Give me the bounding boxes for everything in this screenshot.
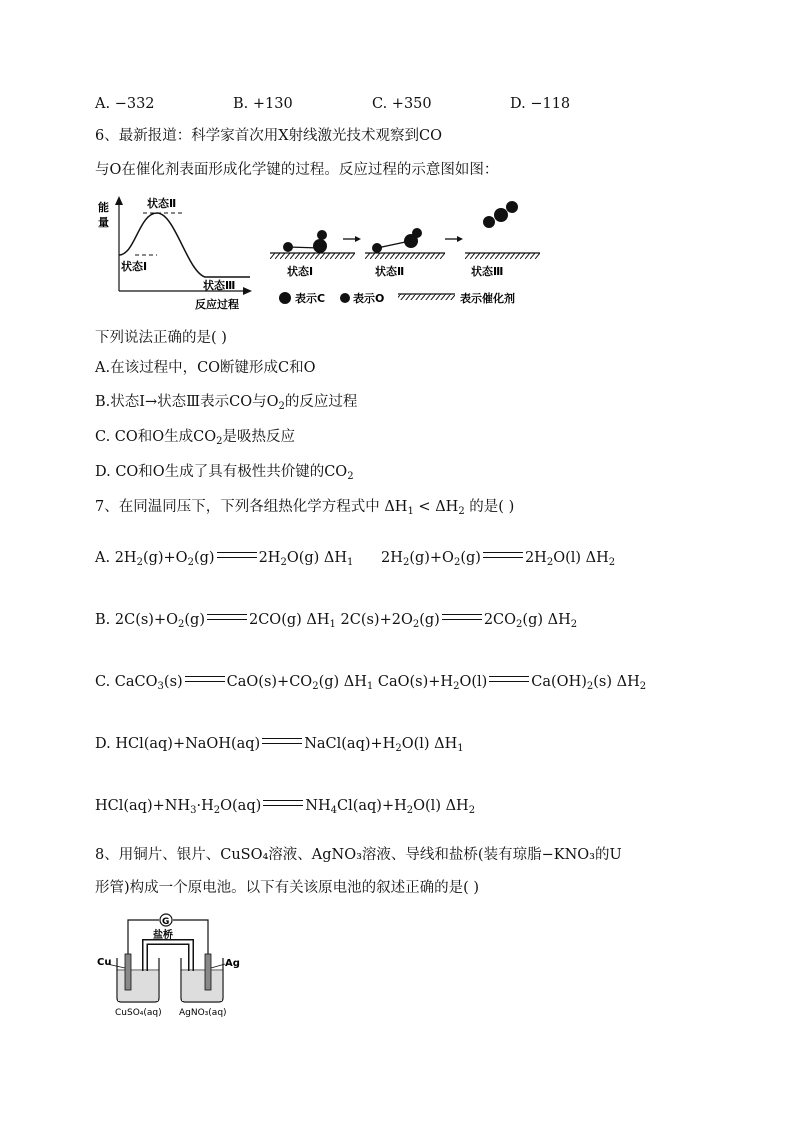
scheme-state1-label: 状态Ⅰ: [287, 265, 314, 278]
oxygen-atom-icon: [317, 230, 327, 240]
scheme-state2-label: 状态Ⅱ: [375, 265, 405, 278]
energy-profile-diagram: [95, 193, 255, 313]
q7-stem: 7、在同温同压下，下列各组热化学方程式中 $\Delta H_1 < \Delta H_2$ 的是( ): [95, 499, 515, 517]
q5-option-a: A. −332: [95, 96, 155, 112]
state1-label: 状态Ⅰ: [121, 260, 148, 273]
y-axis-label-2: 量: [98, 216, 109, 229]
q8-stem-line1: 8、用铜片、银片、CuSO₄溶液、AgNO₃溶液、导线和盐桥(装有琼脂−KNO₃的U: [95, 847, 622, 863]
galvanometer-label: G: [162, 917, 170, 927]
arrow-right-icon: [457, 236, 463, 242]
carbon-atom-icon: [494, 208, 508, 222]
q7-option-d: D. HCl(aq)+NaOH(aq) $NaCl(aq)+H_2O(l)$ $\Delta H_1$: [95, 736, 464, 754]
legend-catalyst-label: 表示催化剂: [460, 292, 515, 305]
legend-carbon-icon: [279, 292, 291, 304]
q6-prompt: 下列说法正确的是( ): [95, 330, 227, 346]
state3-label: 状态Ⅲ: [203, 279, 236, 292]
arrow-right-icon: [355, 236, 361, 242]
cu-electrode-label: Cu: [97, 957, 112, 968]
y-axis-label-1: 能: [98, 201, 109, 214]
q6-stem-line2: 与O在催化剂表面形成化学键的过程。反应过程的示意图如图：: [95, 162, 499, 178]
ag-electrode-label: Ag: [225, 958, 240, 969]
cuso4-label: CuSO₄(aq): [115, 1008, 162, 1018]
oxygen-atom-icon: [506, 201, 518, 213]
legend-oxygen-icon: [340, 293, 350, 303]
q7-option-d-line2: $HCl(aq)+NH_3\cdot H_2O(aq)$ $NH_4Cl(aq)+H_2O(l)$ $\Delta H_2$: [95, 798, 476, 816]
state2-label: 状态Ⅱ: [147, 197, 177, 210]
q8-stem-line2: 形管)构成一个原电池。以下有关该原电池的叙述正确的是( ): [95, 880, 480, 896]
q6-option-d: D. CO和O生成了具有极性共价键的$CO_2$: [95, 464, 354, 482]
q6-stem-line1: 6、最新报道：科学家首次用X射线激光技术观察到CO: [95, 128, 443, 144]
agno3-label: AgNO₃(aq): [179, 1008, 227, 1018]
q6-option-b: B.状态Ⅰ→状态Ⅲ表示CO与$O_2$的反应过程: [95, 394, 358, 412]
salt-bridge-label: 盐桥: [153, 930, 173, 941]
reaction-scheme-diagram: [265, 193, 545, 313]
q6-option-a: A.在该过程中，CO断键形成C和O: [95, 360, 316, 376]
q7-option-b: B. $2C(s)+O_2(g)$ 2CO(g) $\Delta H_1$ $2C(s)+2O_2(g)$ $2CO_2(g)$ $\Delta H_2$: [95, 612, 578, 630]
q7-option-a: A. $2H_2(g)+O_2(g)$ $2H_2O(g)$ $\Delta H_1$ $2H_2(g)+O_2(g)$ $2H_2O(l)$ $\Delta H_2$: [95, 550, 616, 568]
q6-option-c: C. CO和O生成$CO_2$是吸热反应: [95, 429, 296, 447]
x-axis-label: 反应过程: [195, 298, 239, 311]
carbon-atom-icon: [313, 239, 327, 253]
q5-option-d: D. −118: [510, 96, 571, 112]
scheme-state3-label: 状态Ⅲ: [471, 265, 504, 278]
q5-option-b: B. +130: [233, 96, 293, 112]
legend-oxygen-label: 表示O: [353, 292, 385, 305]
q7-option-c: C. CaCO$_3$(s) $CaO(s)+CO_2(g)$ $\Delta H_1$ $CaO(s)+H_2O(l)$ $Ca(OH)_2(s)$ $\Delta H_2$: [95, 674, 647, 692]
galvanic-cell-diagram: [95, 910, 245, 1020]
legend-carbon-label: 表示C: [295, 292, 326, 305]
oxygen-atom-icon: [412, 228, 422, 238]
oxygen-atom-icon: [483, 216, 495, 228]
q5-option-c: C. +350: [372, 96, 432, 112]
